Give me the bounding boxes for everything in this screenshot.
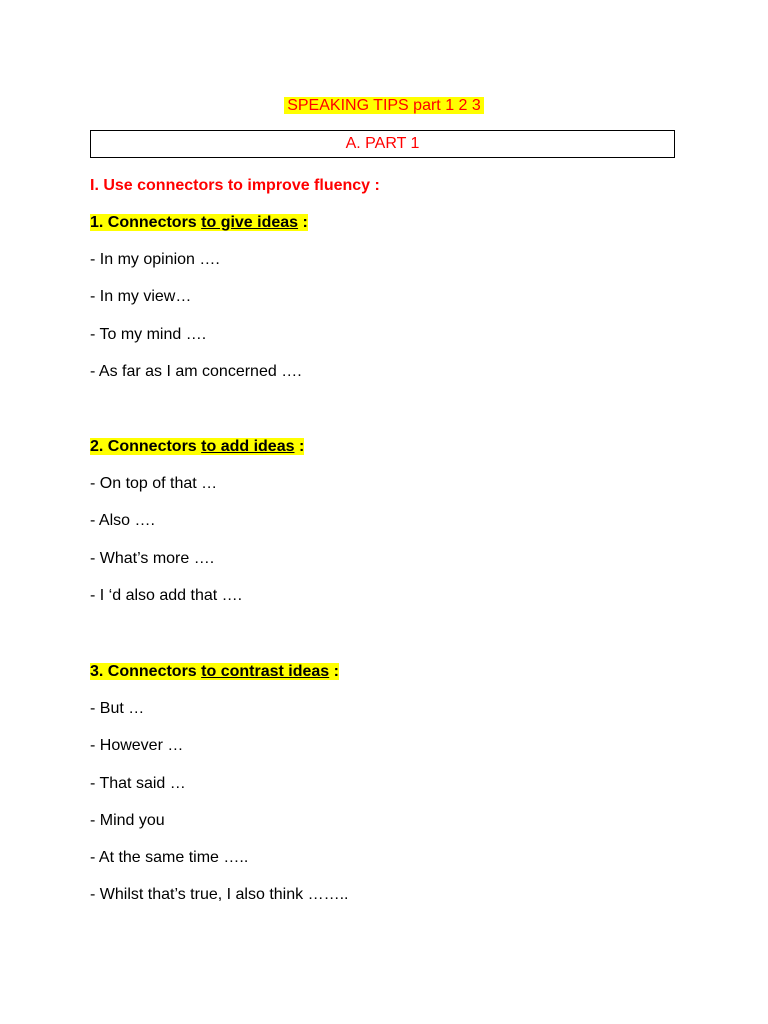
group-heading-prefix: 2. Connectors [90,438,202,455]
group-heading-highlight [90,214,308,231]
part-heading-box [90,130,675,158]
list-item: - Mind you [90,811,165,829]
group-heading-underlined: to contrast ideas [201,663,330,680]
list-item: - On top of that … [90,475,218,492]
list-item: - I ‘d also add that …. [90,586,243,604]
connector-group-contrast-ideas [90,660,348,921]
part-heading: A. PART 1 [345,135,420,152]
group-heading [90,435,304,459]
group-heading [90,211,308,235]
list-item: - To my mind …. [90,325,207,343]
document-title-text: SPEAKING TIPS part 1 2 3 [284,97,484,114]
group-heading-underlined: to add ideas [201,438,295,455]
list-item: - However … [90,737,184,755]
connector-group-give-ideas [90,211,308,397]
group-heading-prefix: 3. Connectors [90,663,202,680]
list-item: - That said … [90,774,186,792]
group-heading-prefix: 1. Connectors [90,214,202,231]
group-heading-suffix: : [298,214,308,231]
group-heading [90,660,348,684]
list-item: - But … [90,700,145,717]
list-item: - At the same time ….. [90,849,249,867]
list-item: - Whilst that’s true, I also think …….. [90,886,349,904]
list-item: - What’s more …. [90,549,215,567]
group-heading-highlight [90,663,339,680]
list-item: - As far as I am concerned …. [90,362,302,380]
list-item: - In my opinion …. [90,251,220,268]
group-heading-suffix: : [329,663,339,680]
list-item: - Also …. [90,512,155,530]
group-heading-underlined: to give ideas [201,214,299,231]
connector-group-add-ideas [90,435,304,621]
group-heading-suffix: : [294,438,305,455]
group-heading-highlight [90,438,304,455]
section-title: I. Use connectors to improve fluency : [90,177,380,194]
list-item: - In my view… [90,288,192,306]
document-title [0,94,768,118]
